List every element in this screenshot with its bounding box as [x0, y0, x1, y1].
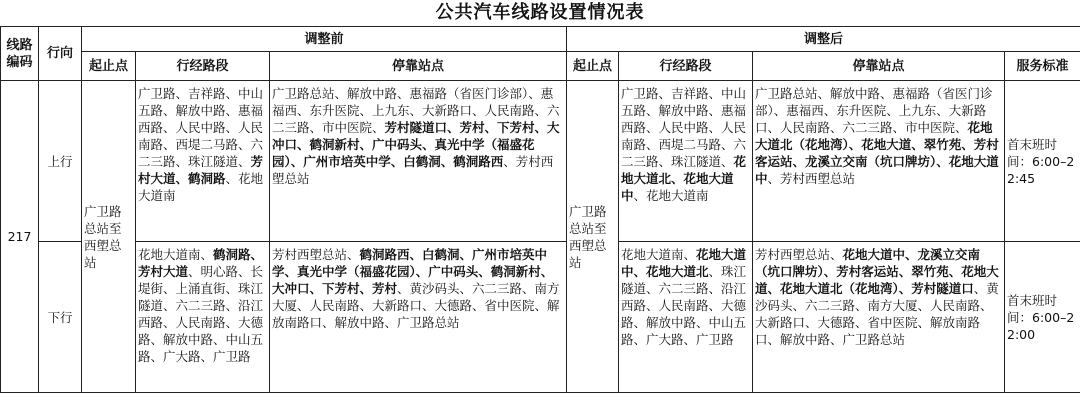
text-segment: 广卫路总站、解放中路、惠福路（省医门诊部）、惠福西、东升医院、上九东、大新路口、人民南路、六二三路、市中医院、: [272, 86, 560, 135]
direction-cell: 上行: [39, 81, 82, 242]
highlighted-segment: 芳村隧道口、芳村、下芳村、大冲口、鹤洞新村、广中码头、真光中学（福盛花园）、广州市培英中学、白鹤洞、鹤洞路西: [272, 120, 560, 169]
before-path-cell: [136, 81, 270, 242]
endpoints-after-cell: 广卫路总站至西塱总站: [567, 81, 619, 393]
header-before: 调整前: [82, 27, 567, 52]
before-stops-cell: [270, 242, 567, 393]
text-segment: 花地大道南、: [621, 247, 697, 262]
text-segment: 广卫路、吉祥路、中山五路、解放中路、惠福西路、人民中路、人民南路、西堤二马路、六二三路、珠江隧道、: [138, 86, 264, 169]
header-direction: 行向: [39, 27, 82, 81]
highlighted-segment: 花地大道中、龙溪立交南（坑口牌坊）、芳村客运站、翠竹苑、花地大道、花地大道北（花地湾）、芳村隧道口: [755, 247, 999, 296]
service-cell: 首末班时间：6:00–22:00: [1005, 242, 1080, 393]
endpoints-before-cell: 广卫路总站至西塱总站: [82, 81, 136, 393]
page-title: 公共汽车线路设置情况表: [435, 2, 645, 23]
text-segment: 芳村西塱总站、: [272, 247, 360, 262]
after-stops-cell: [753, 242, 1005, 393]
text-segment: 、芳村西塱总站: [272, 154, 554, 186]
highlighted-segment: 芳村大道、鹤洞路: [138, 154, 264, 186]
cell-text: [272, 81, 564, 187]
text-segment: 、珠江隧道、六二三路、沿江西路、人民南路、大德路、解放中路、中山五路、广大路、广卫路: [621, 264, 747, 347]
header-service: 服务标准: [1005, 52, 1080, 81]
route-number: 217: [1, 81, 39, 393]
cell-text: [755, 81, 1002, 187]
text-segment: 广卫路、吉祥路、中山五路、解放中路、惠福西路、人民中路、人民南路、西堤二马路、六二三路、珠江隧道、: [621, 86, 747, 169]
text-segment: 广卫路总站、解放中路、惠福路（省医门诊部）、惠福西、东升医院、上九东、大新路口、人民南路、六二三路、市中医院、: [755, 86, 993, 135]
cell-text: [755, 242, 1002, 348]
cell-text: [138, 242, 267, 365]
header-path-after: 行经路段: [619, 52, 753, 81]
header-path-before: 行经路段: [136, 52, 270, 81]
text-segment: 花地大道南、: [138, 247, 214, 262]
highlighted-segment: 鹤洞路西、白鹤洞、广州市培英中学、真光中学（福盛花园）、广中码头、鹤洞新村、大冲口、下芳村、芳村: [272, 247, 554, 296]
header-stops-after: 停靠站点: [753, 52, 1005, 81]
cell-text: [621, 81, 750, 204]
direction-cell: 下行: [39, 242, 82, 393]
highlighted-segment: 花地大道中、花地大道北: [621, 247, 747, 279]
header-endpoints-after: 起止点: [567, 52, 619, 81]
table-row: [1, 242, 1080, 393]
after-path-cell: [619, 81, 753, 242]
route-table: [0, 26, 1080, 393]
header-endpoints-before: 起止点: [82, 52, 136, 81]
highlighted-segment: 花地大道北（花地湾）、花地大道、翠竹苑、芳村客运站、龙溪立交南（坑口牌坊）、花地大道中: [755, 120, 999, 186]
text-segment: 、芳村西塱总站: [767, 171, 856, 186]
before-stops-cell: [270, 81, 567, 242]
header-route-no: 线路编码: [1, 27, 39, 81]
before-path-cell: [136, 242, 270, 393]
after-stops-cell: [753, 81, 1005, 242]
service-cell: 首末班时间：6:00–22:45: [1005, 81, 1080, 242]
cell-text: [272, 242, 564, 331]
text-segment: 、明心路、长堤街、上涌直街、珠江隧道、六二三路、沿江西路、人民南路、大德路、解放中路、中山五路、广大路、广卫路: [138, 264, 264, 364]
cell-text: [621, 242, 750, 348]
highlighted-segment: 花地大道北、花地大道中: [621, 154, 747, 203]
text-segment: 芳村西塱总站、: [755, 247, 843, 262]
text-segment: 、花地大道南: [633, 188, 709, 203]
cell-text: [138, 81, 267, 204]
text-segment: 、黄沙码头、六二三路、南方大厦、人民南路、大新路口、大德路、省中医院、解放南路口、解放中路、广卫路总站: [755, 281, 999, 347]
highlighted-segment: 鹤洞路、芳村大道: [138, 247, 264, 279]
header-after: 调整后: [567, 27, 1080, 52]
after-path-cell: [619, 242, 753, 393]
text-segment: 、黄沙码头、六二三路、南方大厦、人民南路、大新路口、大德路、省中医院、解放南路口、解放中路、广卫路总站: [272, 281, 560, 330]
table-row: [1, 81, 1080, 242]
text-segment: 、花地大道南: [138, 171, 264, 203]
header-stops-before: 停靠站点: [270, 52, 567, 81]
